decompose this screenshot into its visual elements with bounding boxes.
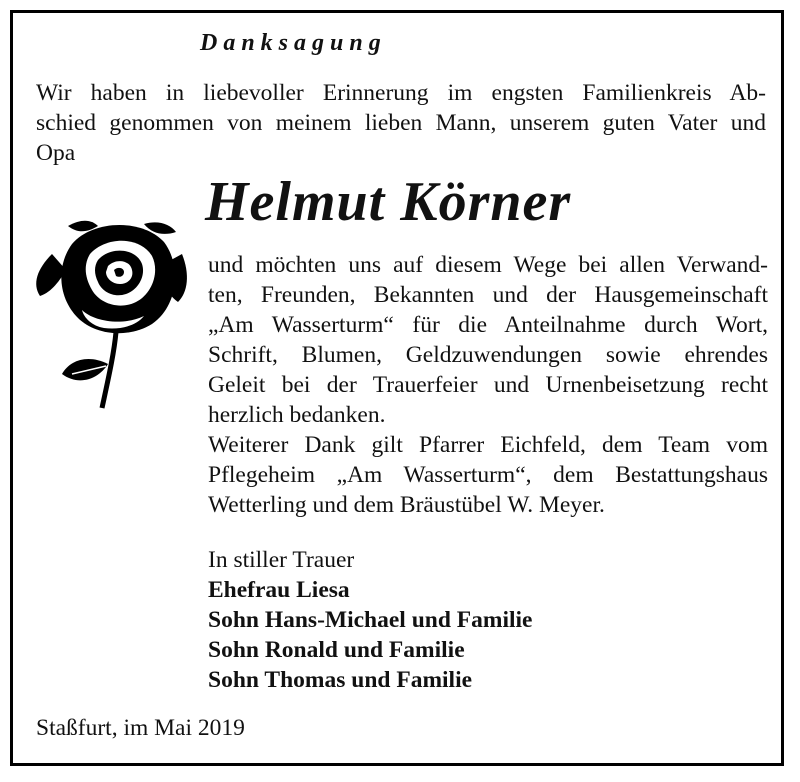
body-line: Wetterling und dem Bräustübel W. Meyer. — [208, 492, 605, 518]
body-line: Pflegeheim „Am Wasserturm“, dem Bestattungshaus — [208, 462, 768, 488]
family-member: Ehefrau Liesa — [208, 577, 350, 603]
signoff — [208, 545, 532, 695]
intro-line: Wir haben in liebevoller Erinnerung im engsten Familienkreis Ab- — [36, 80, 766, 106]
family-member: Sohn Hans-Michael und Familie — [208, 607, 533, 633]
intro-text — [36, 78, 766, 168]
body-line: „Am Wasserturm“ für die Anteilnahme durch Wort, — [208, 312, 768, 338]
body-text — [208, 250, 768, 520]
body-line: Schrift, Blumen, Geldzuwendungen sowie ehrendes — [208, 342, 768, 368]
family-member: Sohn Thomas und Familie — [208, 667, 473, 693]
rose-icon — [32, 214, 190, 410]
body-line: Weiterer Dank gilt Pfarrer Eichfeld, dem Team vom — [208, 432, 768, 458]
signoff-intro: In stiller Trauer — [208, 547, 355, 573]
intro-line: schied genommen von meinem lieben Mann, unserem guten Vater und — [36, 110, 766, 136]
body-line: und möchten uns auf diesem Wege bei allen Verwand- — [208, 252, 768, 278]
intro-line: Opa — [36, 140, 76, 166]
body-line: Geleit bei der Trauerfeier und Urnenbeisetzung recht — [208, 372, 768, 398]
place-date: Staßfurt, im Mai 2019 — [36, 715, 245, 741]
notice-heading: Danksagung — [200, 30, 387, 56]
family-member: Sohn Ronald und Familie — [208, 637, 465, 663]
body-line: ten, Freunden, Bekannten und der Hausgemeinschaft — [208, 282, 768, 308]
body-line: herzlich bedanken. — [208, 402, 386, 428]
deceased-name: Helmut Körner — [205, 171, 572, 233]
